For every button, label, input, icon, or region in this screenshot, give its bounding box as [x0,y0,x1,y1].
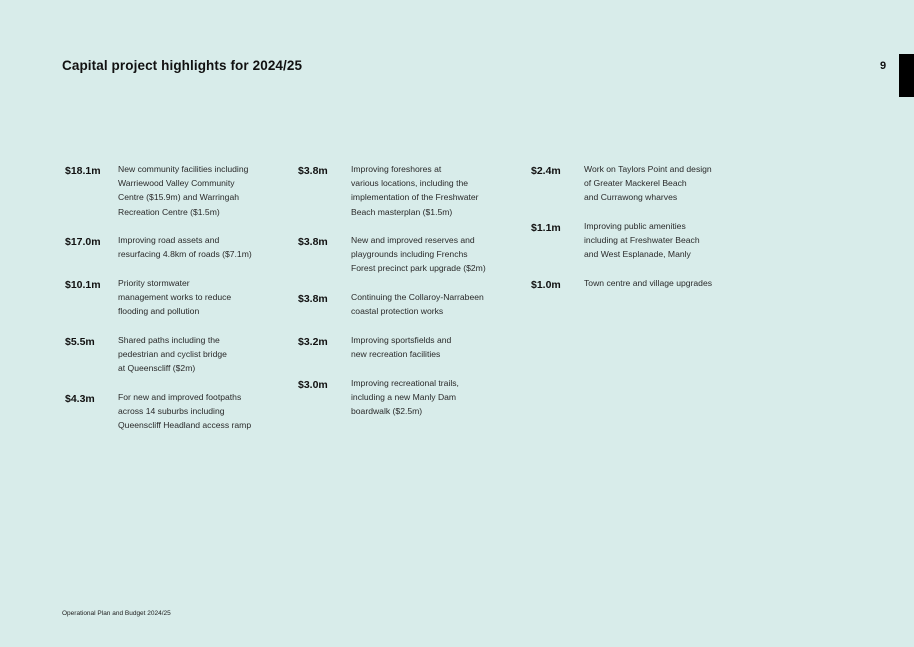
highlight-item [65,390,251,433]
page-tab-marker [899,54,914,97]
highlight-item [65,333,227,376]
highlight-description: Improving public amenities including at Freshwater Beach and West Esplanade, Manly [584,221,700,260]
highlight-description: Priority stormwater management works to reduce flooding and pollution [118,278,232,317]
highlight-amount: $18.1m [65,165,101,177]
page-title: Capital project highlights for 2024/25 [62,58,303,73]
highlight-item [298,376,459,419]
highlight-description: Improving foreshores at various locations, including the implementation of the Freshwater Beach masterplan ($1.5m) [351,164,479,217]
highlight-item [531,219,700,262]
highlight-amount: $5.5m [65,336,95,348]
highlight-description: For new and improved footpaths across 14 suburbs including Queenscliff Headland access ramp [118,392,252,431]
highlight-amount: $10.1m [65,279,101,291]
highlight-description: Town centre and village upgrades [584,278,713,288]
highlight-description: Shared paths including the pedestrian and cyclist bridge at Queenscliff ($2m) [118,335,227,374]
highlight-description: Improving sportsfields and new recreation facilities [351,335,452,360]
highlight-item [531,276,712,292]
highlight-description: Improving road assets and resurfacing 4.8km of roads ($7.1m) [118,235,252,260]
highlight-amount: $2.4m [531,165,561,177]
highlight-amount: $17.0m [65,236,101,248]
highlight-amount: $1.1m [531,222,561,234]
page-footer: Operational Plan and Budget 2024/25 [62,610,171,617]
highlight-description: New and improved reserves and playgrounds including Frenchs Forest precinct park upgrade ($2m) [351,235,486,274]
highlight-item [298,233,486,276]
highlight-amount: $1.0m [531,279,561,291]
highlight-item [65,276,231,319]
highlight-amount: $4.3m [65,393,95,405]
highlight-description: Work on Taylors Point and design of Greater Mackerel Beach and Currawong wharves [584,164,712,203]
highlight-item [298,290,484,318]
highlight-item [65,162,248,219]
highlight-amount: $3.8m [298,165,328,177]
highlight-item [298,162,479,219]
highlight-amount: $3.0m [298,379,328,391]
highlight-amount: $3.8m [298,293,328,305]
highlight-description: Improving recreational trails, including a new Manly Dam boardwalk ($2.5m) [351,378,459,417]
highlight-description: New community facilities including Warriewood Valley Community Centre ($15.9m) and Warringah Recreation Centre ($1.5m) [118,164,249,217]
page-number: 9 [880,60,887,72]
highlight-description: Continuing the Collaroy-Narrabeen coastal protection works [351,292,484,317]
highlight-item [531,162,712,205]
highlight-amount: $3.2m [298,336,328,348]
highlight-amount: $3.8m [298,236,328,248]
highlight-item [65,233,252,261]
highlight-item [298,333,451,361]
